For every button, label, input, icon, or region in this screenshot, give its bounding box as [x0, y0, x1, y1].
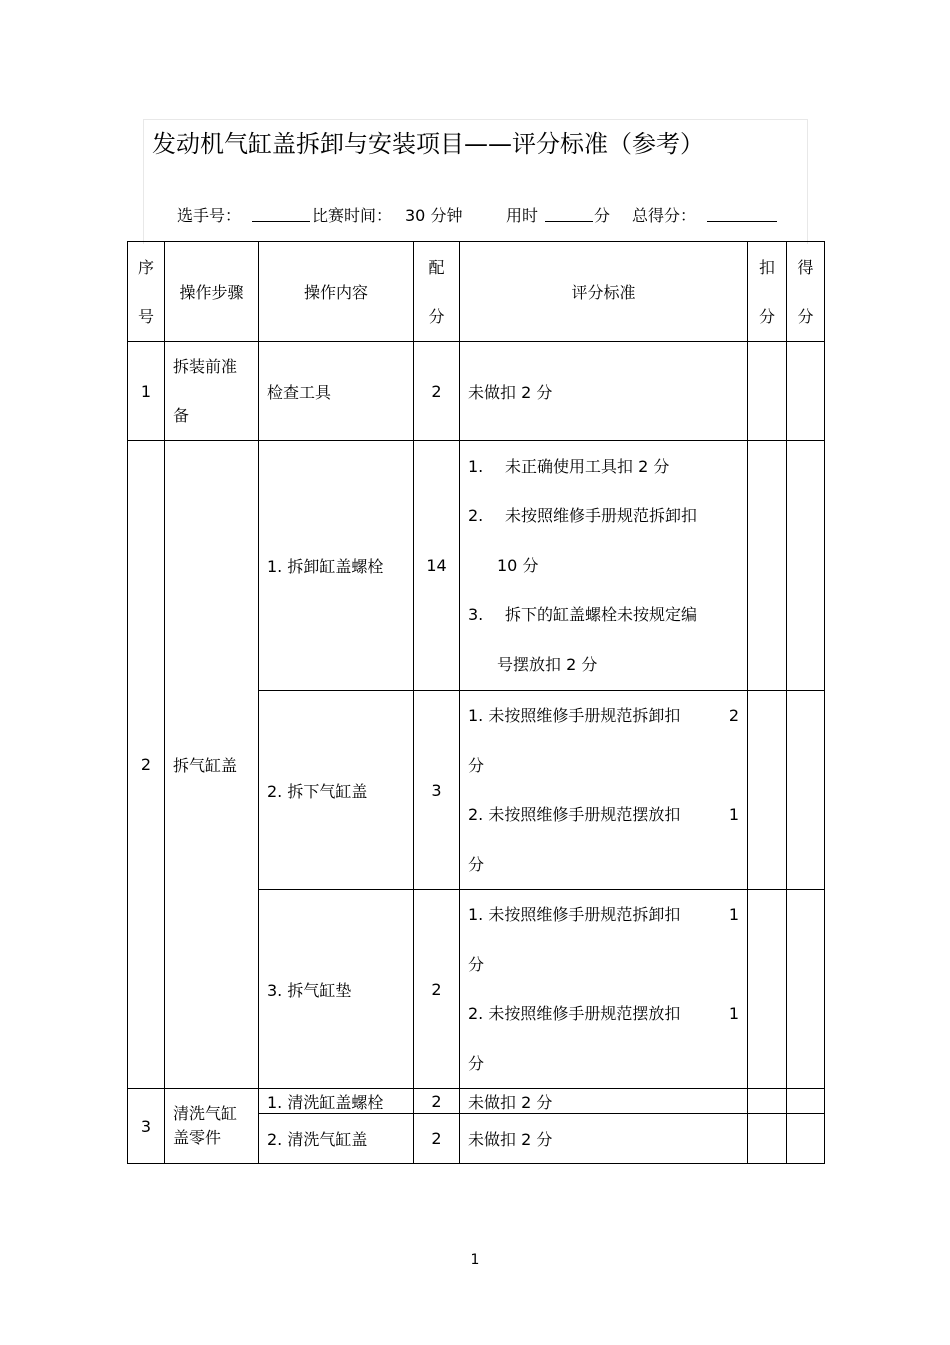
- row3a-got-cell[interactable]: [787, 1089, 825, 1114]
- page-number: 1: [470, 1252, 480, 1268]
- row3b-deduct-cell[interactable]: [748, 1114, 787, 1164]
- row2b-deduct-cell[interactable]: [748, 691, 787, 890]
- row3a-score: 2: [414, 1089, 460, 1114]
- header-got: 得 分: [787, 242, 825, 342]
- row3a-criteria: 未做扣 2 分: [460, 1089, 748, 1114]
- header-content: 操作内容: [259, 242, 414, 342]
- row2a-content: 1. 拆卸缸盖螺栓: [259, 441, 414, 691]
- row3b-criteria: 未做扣 2 分: [460, 1114, 748, 1164]
- row2-step: 拆气缸盖: [165, 441, 259, 1089]
- used-time-label: 用时: [506, 206, 539, 225]
- row3b-got-cell[interactable]: [787, 1114, 825, 1164]
- row3-step: 清洗气缸 盖零件: [165, 1089, 259, 1164]
- time-label: 比赛时间：: [312, 206, 393, 225]
- row3-seq: 3: [128, 1089, 165, 1164]
- row3a-content: 1. 清洗缸盖螺栓: [259, 1089, 414, 1114]
- row2c-criteria: 1. 未按照维修手册规范拆卸扣 1 分 2. 未按照维修手册规范摆放扣 1 分: [460, 890, 748, 1089]
- row2a-score: 14: [414, 441, 460, 691]
- row2b-score: 3: [414, 691, 460, 890]
- row2b-content: 2. 拆下气缸盖: [259, 691, 414, 890]
- row1-seq: 1: [128, 342, 165, 441]
- row2c-content: 3. 拆气缸垫: [259, 890, 414, 1089]
- row3a-deduct-cell[interactable]: [748, 1089, 787, 1114]
- row1-deduct-cell[interactable]: [748, 342, 787, 441]
- table-row: [128, 342, 825, 441]
- header-step: 操作步骤: [165, 242, 259, 342]
- row1-criteria: 未做扣 2 分: [460, 342, 748, 441]
- header-deduct: 扣 分: [748, 242, 787, 342]
- row1-got-cell[interactable]: [787, 342, 825, 441]
- row3b-content: 2. 清洗气缸盖: [259, 1114, 414, 1164]
- used-time-unit: 分: [594, 206, 611, 225]
- page-title: 发动机气缸盖拆卸与安装项目——评分标准（参考）: [152, 130, 704, 158]
- total-score-label: 总得分：: [632, 206, 697, 225]
- header-seq: 序 号: [128, 242, 165, 342]
- row2a-deduct-cell[interactable]: [748, 441, 787, 691]
- row2c-deduct-cell[interactable]: [748, 890, 787, 1089]
- row1-step: 拆装前准 备: [165, 342, 259, 441]
- row2b-criteria: 1. 未按照维修手册规范拆卸扣 2 分 2. 未按照维修手册规范摆放扣 1 分: [460, 691, 748, 890]
- scoring-table: [127, 241, 825, 1164]
- total-score-field[interactable]: [707, 205, 777, 222]
- header-score: 配 分: [414, 242, 460, 342]
- row3b-score: 2: [414, 1114, 460, 1164]
- row2c-got-cell[interactable]: [787, 890, 825, 1089]
- contestant-label: 选手号：: [177, 206, 242, 225]
- table-row: [128, 1089, 825, 1114]
- contestant-number-field[interactable]: [252, 205, 310, 222]
- row2c-score: 2: [414, 890, 460, 1089]
- row2a-got-cell[interactable]: [787, 441, 825, 691]
- table-row: [128, 441, 825, 691]
- row2-seq: 2: [128, 441, 165, 1089]
- header-criteria: 评分标准: [460, 242, 748, 342]
- row1-score: 2: [414, 342, 460, 441]
- row1-content: 检查工具: [259, 342, 414, 441]
- time-value: 30 分钟: [405, 206, 463, 225]
- row2a-criteria: 1. 未正确使用工具扣 2 分 2. 未按照维修手册规范拆卸扣 10 分 3. 拆下的缸盖螺栓未按规定编 号摆放扣 2 分: [460, 441, 748, 691]
- used-time-field[interactable]: [545, 205, 593, 222]
- table-header-row: [128, 242, 825, 342]
- row2b-got-cell[interactable]: [787, 691, 825, 890]
